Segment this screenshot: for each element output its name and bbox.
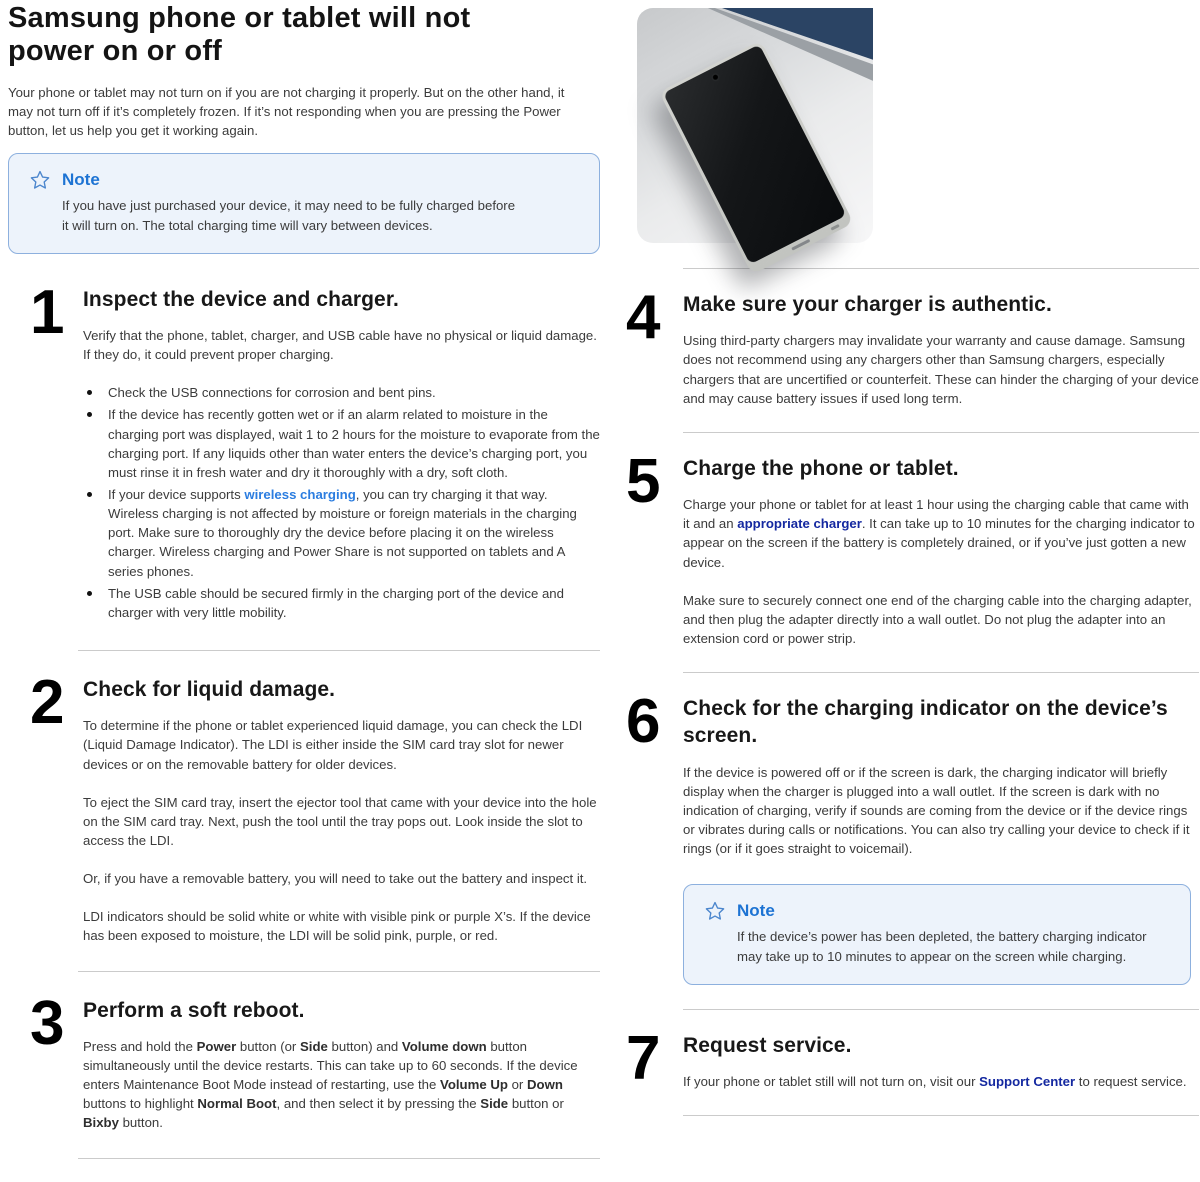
text-segment: If your phone or tablet still will not turn on, visit our xyxy=(683,1074,980,1090)
step-number: 1 xyxy=(30,277,63,347)
text-segment: Check the USB connections for corrosion and bent pins. xyxy=(108,385,436,401)
text-segment: button) and xyxy=(327,1038,402,1054)
note-box-top xyxy=(8,153,600,254)
text-segment: If the device has recently gotten wet or if an alarm related to moisture in the charging port was displayed, wait 1 to 2 hours for the moisture to evaporate from the charging port. If any liquids other than water enters the device’s charging port, you must rinse it in fresh water and dry it thoroughly with a dry, soft cloth. xyxy=(108,407,600,480)
step-number: 6 xyxy=(626,687,659,757)
step-paragraph xyxy=(683,1072,1199,1091)
step-1 xyxy=(8,277,600,625)
step-number: 3 xyxy=(30,988,63,1058)
bullet-item xyxy=(83,383,600,402)
inline-link[interactable]: appropriate charger xyxy=(737,516,862,532)
step-title: Check for liquid damage. xyxy=(83,677,336,701)
left-column xyxy=(8,0,600,1182)
text-segment: The USB cable should be secured firmly in the charging port of the device and charger with very little mobility. xyxy=(108,585,564,620)
text-segment: button or xyxy=(508,1096,564,1112)
text-segment: . It can take up to 10 minutes for the charging indicator to appear on the screen if the battery is completely drained, or if you’ve just gotten a new device. xyxy=(683,516,1195,570)
page-title: Samsung phone or tablet will not power on or off xyxy=(8,2,471,68)
step-paragraph: Or, if you have a removable battery, you will need to take out the battery and inspect it. xyxy=(83,871,588,887)
inline-link[interactable]: Support Center xyxy=(979,1074,1076,1090)
note-title: Note xyxy=(737,901,775,921)
text-segment: button (or xyxy=(236,1038,300,1054)
divider xyxy=(683,432,1199,433)
divider xyxy=(78,971,600,972)
text-segment: , and then select it by pressing the xyxy=(276,1096,481,1112)
text-segment: If your device supports xyxy=(108,486,245,502)
step-title: Make sure your charger is authentic. xyxy=(683,293,1052,316)
bold-text: Volume Up xyxy=(440,1077,508,1093)
step-title: Perform a soft reboot. xyxy=(83,998,305,1022)
step-number: 5 xyxy=(626,446,659,516)
step-content xyxy=(683,453,1199,648)
step-content xyxy=(83,674,600,946)
bold-text: Bixby xyxy=(83,1115,119,1131)
step-paragraph: If the device is powered off or if the screen is dark, the charging indicator will briefly display when the charger is plugged into a wall outlet. If the screen is dark with no indication of charging, verify if sounds are coming from the device or if the device rings or vibrates during calls or notifications. You can also try calling your device to check if it rings (or if it goes straight to voicemail). xyxy=(683,764,1190,857)
note-text: If you have just purchased your device, it may need to be fully charged before it will turn on. The total charging time will vary between devices. xyxy=(62,198,516,233)
step-paragraph: Verify that the phone, tablet, charger, and USB cable have no physical or liquid damage. If they do, it could prevent proper charging. xyxy=(83,328,597,363)
text-segment: Charge your phone or tablet for at least 1 hour using the charging cable that came with it and an xyxy=(683,497,1189,532)
note-box-bottom xyxy=(683,884,1191,985)
phone-photo xyxy=(637,8,873,243)
speaker-slot xyxy=(830,223,840,230)
step-content xyxy=(683,289,1199,408)
divider xyxy=(683,672,1199,673)
step-content xyxy=(83,995,600,1133)
bold-text: Power xyxy=(196,1038,237,1054)
step-6 xyxy=(620,687,1199,858)
step-number: 2 xyxy=(30,667,63,737)
text-segment: , you can try charging it that way. Wireless charging is not affected by moisture or foreign materials in the charging port. Make sure to thoroughly dry the device before placing it on the wireless charger. Wireless charging and Power Share is not supported on tablets and A series phones. xyxy=(108,486,577,579)
bold-text: Side xyxy=(480,1096,509,1112)
note-title: Note xyxy=(62,170,100,190)
text-segment: button. xyxy=(118,1115,163,1131)
step-2 xyxy=(8,667,600,946)
intro-text: Your phone or tablet may not turn on if you are not charging it properly. But on the other hand, it may not turn off if it’s completely frozen. If it’s not responding when you are pressing the Power button, let us help you get it working again. xyxy=(8,84,565,138)
phone-screen xyxy=(663,44,846,264)
step-paragraph: To eject the SIM card tray, insert the ejector tool that came with your device into the hole on the SIM card tray. Next, push the tool until the tray pops out. Look inside the slot to access the LDI. xyxy=(83,794,597,848)
bullet-item xyxy=(83,485,600,581)
text-segment: button simultaneously until the device restarts. This can take up to 60 seconds. If the device enters Maintenance Boot Mode instead of restarting, use the xyxy=(83,1038,578,1093)
star-outline-icon xyxy=(704,900,726,922)
bullet-list xyxy=(83,383,600,622)
text-segment: or xyxy=(507,1077,527,1093)
step-paragraph xyxy=(83,1037,600,1133)
phone-device-image xyxy=(659,40,854,274)
inline-link[interactable]: wireless charging xyxy=(244,486,356,502)
text-segment: Press and hold the xyxy=(83,1038,197,1054)
star-outline-icon xyxy=(29,169,51,191)
bullet-item xyxy=(83,584,600,622)
step-5 xyxy=(620,446,1199,648)
divider xyxy=(683,1009,1199,1010)
divider xyxy=(78,1158,600,1159)
step-title: Inspect the device and charger. xyxy=(83,287,399,311)
step-paragraph xyxy=(683,495,1199,572)
note-header xyxy=(704,900,1170,922)
note-text: If the device’s power has been depleted, the battery charging indicator may take up to 10 minutes to appear on the screen while charging. xyxy=(737,929,1147,965)
step-7 xyxy=(620,1024,1199,1094)
step-3 xyxy=(8,988,600,1133)
step-content xyxy=(683,693,1199,858)
text-segment: buttons to highlight xyxy=(83,1096,198,1112)
step-paragraph: Using third-party chargers may invalidate your warranty and cause damage. Samsung does not recommend using any chargers other than Samsung chargers, especially chargers that are uncertified or counterfeit. These can hinder the charging of your device and may cause battery issues if used long term. xyxy=(683,333,1199,406)
step-paragraph: LDI indicators should be solid white or white with visible pink or purple X’s. If the device has been exposed to moisture, the LDI will be solid pink, purple, or red. xyxy=(83,909,591,944)
phone-frame xyxy=(659,40,854,274)
step-content xyxy=(683,1030,1199,1091)
bold-text: Volume down xyxy=(401,1038,487,1054)
step-content xyxy=(83,284,600,625)
step-title: Check for the charging indicator on the device’s screen. xyxy=(683,697,1168,748)
bold-text: Side xyxy=(300,1038,328,1054)
divider xyxy=(683,1115,1199,1116)
step-paragraph: Make sure to securely connect one end of the charging cable into the charging adapter, and then plug the adapter directly into a wall outlet. Do not plug the adapter into an extension cord or power strip. xyxy=(683,592,1192,646)
step-number: 7 xyxy=(626,1024,659,1094)
camera-dot xyxy=(712,74,719,81)
divider xyxy=(78,650,600,651)
step-4 xyxy=(620,283,1199,408)
step-title: Request service. xyxy=(683,1034,852,1058)
step-paragraph: To determine if the phone or tablet experienced liquid damage, you can check the LDI (Liquid Damage Indicator). The LDI is either inside the SIM card tray slot for newer devices or on the removable battery for older devices. xyxy=(83,718,583,772)
bold-text: Down xyxy=(526,1077,563,1093)
note-header xyxy=(29,169,579,191)
steps-left xyxy=(8,277,600,1159)
step-title: Charge the phone or tablet. xyxy=(683,456,959,480)
text-segment: to request service. xyxy=(1075,1074,1187,1090)
right-column xyxy=(620,0,1199,1136)
bullet-item xyxy=(83,405,600,482)
bold-text: Normal Boot xyxy=(197,1096,277,1112)
step-number: 4 xyxy=(626,283,659,352)
